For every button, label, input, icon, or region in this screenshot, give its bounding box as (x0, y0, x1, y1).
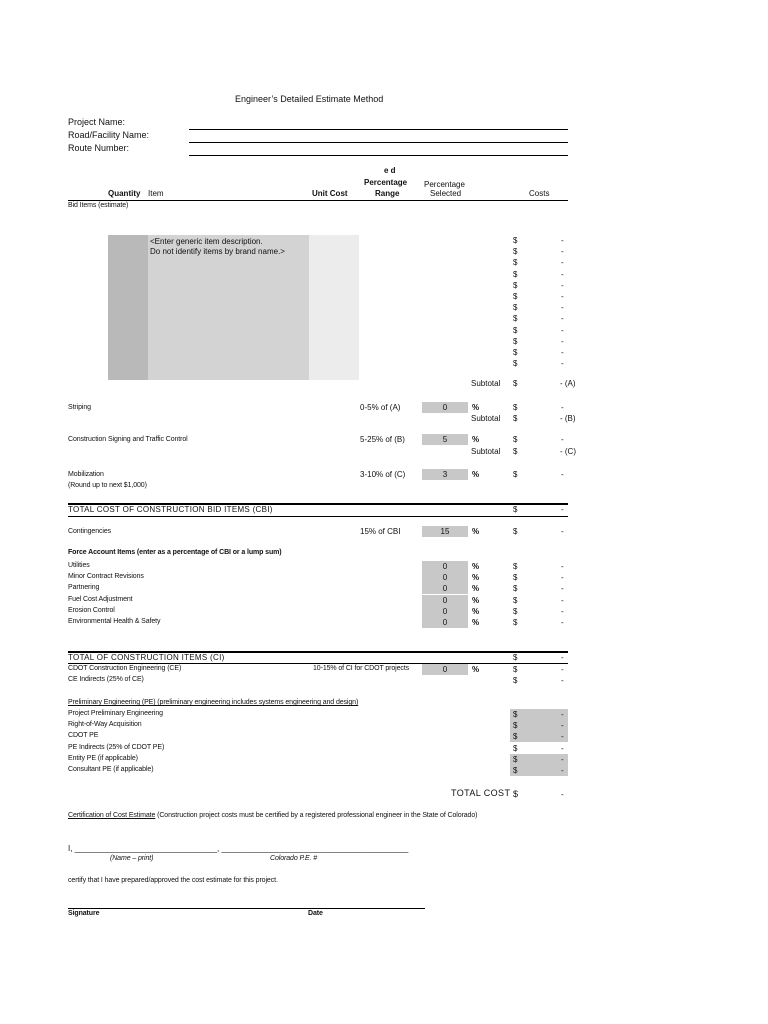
bid-row-cost: - (561, 348, 564, 357)
bid-row-dollar: $ (513, 303, 518, 313)
col-pct-line2: Selected (430, 189, 462, 198)
force-item-label: Fuel Cost Adjustment (68, 595, 133, 603)
pe-item-input[interactable] (510, 731, 568, 742)
subtotal-b-mark: - (B) (560, 414, 576, 423)
force-item-cost: - (561, 606, 564, 616)
bid-row-cost: - (561, 303, 564, 313)
subtotal-a-label: Subtotal (471, 379, 501, 388)
force-item-pct-input[interactable]: 0 (422, 583, 468, 594)
pe-item-cost: - (561, 721, 564, 731)
contingencies-dollar: $ (513, 527, 518, 536)
bid-row-dollar: $ (513, 359, 518, 369)
ce-indirects-dollar: $ (513, 676, 518, 685)
cert-text: (Construction project costs must be certified by a registered professional engineer in the State of Colorado) (157, 812, 478, 819)
force-item-pct-input[interactable]: 0 (422, 572, 468, 583)
bid-row-cost: - (561, 280, 564, 290)
force-item-pct-input[interactable]: 0 (422, 561, 468, 572)
total-ci-label: TOTAL OF CONSTRUCTION ITEMS (CI) (68, 653, 225, 662)
unit-cost-input-block[interactable] (309, 235, 359, 380)
force-item-dollar: $ (513, 584, 518, 594)
bid-row-cost: - (561, 236, 564, 245)
signing-label: Construction Signing and Traffic Control (68, 436, 188, 443)
cdot-ce-label: CDOT Construction Engineering (CE) (68, 665, 182, 672)
col-range-line3: Range (375, 189, 400, 198)
bid-row-dollar: $ (513, 247, 518, 257)
pe-item-input[interactable] (510, 754, 568, 765)
total-ci-dollar: $ (513, 653, 518, 662)
bid-row-cost: - (561, 258, 564, 268)
force-item-label: Erosion Control (68, 606, 115, 614)
pe-item-label: Entity PE (if applicable) (68, 754, 138, 762)
bid-row-dollar: $ (513, 269, 518, 279)
total-ci-cost: - (561, 653, 564, 662)
pe-item-dollar: $ (513, 754, 518, 764)
item-placeholder-line2: Do not identify items by brand name.> (150, 247, 285, 256)
signing-pct-sign: % (472, 435, 480, 444)
contingencies-pct-sign: % (472, 527, 480, 536)
total-cbi-dollar: $ (513, 505, 518, 514)
pe-item-cost: - (561, 743, 564, 753)
pe-item-cost: - (561, 732, 564, 742)
signature-label: Signature (68, 910, 100, 917)
mobilization-pct-input[interactable]: 3 (422, 469, 468, 480)
pe-item-cost: - (561, 754, 564, 764)
date-label: Date (308, 910, 323, 917)
striping-pct-input[interactable]: 0 (422, 402, 468, 413)
force-item-dollar: $ (513, 562, 518, 571)
certification-line (68, 812, 477, 819)
pe-item-label: CDOT PE (68, 732, 99, 740)
striping-cost: - (561, 403, 564, 412)
force-item-pct-sign: % (472, 584, 480, 594)
bid-row-dollar: $ (513, 258, 518, 268)
total-cost-value: - (561, 790, 564, 799)
bid-row-dollar: $ (513, 280, 518, 290)
pe-item-input[interactable] (510, 765, 568, 776)
bid-row-dollar: $ (513, 314, 518, 324)
subtotal-a-mark: - (A) (560, 379, 576, 388)
force-item-pct-input[interactable]: 0 (422, 606, 468, 617)
cdot-ce-dollar: $ (513, 665, 518, 674)
col-unit-cost: Unit Cost (312, 189, 348, 198)
pe-item-input[interactable] (510, 709, 568, 720)
bid-row-dollar: $ (513, 236, 518, 245)
striping-dollar: $ (513, 403, 518, 412)
pe-item-label: Consultant PE (if applicable) (68, 766, 154, 773)
force-item-pct-sign: % (472, 562, 480, 571)
force-item-dollar: $ (513, 606, 518, 616)
ci-bottom-rule (68, 663, 568, 664)
signature-line[interactable] (68, 908, 425, 909)
col-range-line2: Percentage (364, 178, 408, 187)
bid-row-dollar: $ (513, 348, 518, 357)
force-item-dollar: $ (513, 618, 518, 627)
bid-row-dollar: $ (513, 325, 518, 335)
pe-item-dollar: $ (513, 710, 518, 719)
pe-item-cost: - (561, 766, 564, 775)
signing-pct-input[interactable]: 5 (422, 434, 468, 445)
contingencies-label: Contingencies (68, 528, 112, 535)
bid-row-dollar: $ (513, 336, 518, 346)
mobilization-pct-sign: % (472, 470, 480, 479)
ce-indirects-cost: - (561, 676, 564, 685)
bid-row-cost: - (561, 336, 564, 346)
force-item-label: Utilities (68, 562, 90, 569)
signing-dollar: $ (513, 435, 518, 444)
force-item-cost: - (561, 562, 564, 571)
cdot-ce-pct-input[interactable]: 0 (422, 664, 468, 675)
ce-indirects-label: CE Indirects (25% of CE) (68, 676, 144, 683)
force-item-dollar: $ (513, 595, 518, 605)
mobilization-label: Mobilization (68, 471, 104, 478)
road-facility-label: Road/Facility Name: (68, 130, 150, 140)
cbi-bottom-rule (68, 516, 568, 517)
item-description-block[interactable] (148, 235, 309, 380)
force-item-pct-sign: % (472, 595, 480, 605)
total-cbi-label: TOTAL COST OF CONSTRUCTION BID ITEMS (CBI) (68, 505, 273, 514)
bid-row-cost: - (561, 292, 564, 301)
pe-item-dollar: $ (513, 732, 518, 742)
force-item-cost: - (561, 573, 564, 583)
force-item-label: Minor Contract Revisions (68, 573, 144, 581)
cert-heading: Certification of Cost Estimate (68, 812, 156, 819)
subtotal-c-dollar: $ (513, 447, 518, 456)
pe-item-cost: - (561, 710, 564, 719)
col-range-line1: e d (384, 166, 396, 175)
signing-cost: - (561, 435, 564, 444)
cert-signature-lines[interactable]: I, ________________________________, __________________________________________ (68, 844, 409, 853)
bid-row-cost: - (561, 325, 564, 335)
force-item-cost: - (561, 595, 564, 605)
total-cost-dollar: $ (513, 789, 519, 799)
pe-number-label: Colorado P.E. # (270, 855, 318, 862)
contingencies-range: 15% of CBI (360, 527, 401, 536)
mobilization-range: 3-10% of (C) (360, 470, 406, 479)
force-item-cost: - (561, 618, 564, 627)
force-item-pct-sign: % (472, 573, 480, 583)
total-cost-label: TOTAL COST (451, 788, 511, 798)
col-quantity: Quantity (108, 189, 141, 198)
name-print-label: (Name – print) (110, 855, 154, 862)
cdot-ce-range: 10-15% of CI for CDOT projects (313, 665, 410, 672)
certify-statement: certify that I have prepared/approved the cost estimate for this project. (68, 877, 278, 884)
page-title: Engineer’s Detailed Estimate Method (235, 94, 384, 104)
striping-range: 0-5% of (A) (360, 403, 401, 412)
bid-row-cost: - (561, 269, 564, 279)
force-item-label: Partnering (68, 584, 100, 592)
force-item-pct-sign: % (472, 618, 480, 627)
route-number-label: Route Number: (68, 143, 130, 153)
project-name-field[interactable] (189, 129, 568, 130)
total-cbi-cost: - (561, 505, 564, 514)
road-facility-field[interactable] (189, 142, 568, 143)
bid-items-label: Bid Items (estimate) (68, 202, 129, 209)
bid-row-dollar: $ (513, 292, 518, 301)
project-name-label: Project Name: (68, 117, 126, 127)
pe-item-dollar: $ (513, 766, 518, 775)
bid-row-cost: - (561, 314, 564, 324)
pe-item-label: Project Preliminary Engineering (68, 710, 163, 717)
force-item-cost: - (561, 584, 564, 594)
force-item-pct-sign: % (472, 606, 480, 616)
contingencies-pct-input[interactable]: 15 (422, 526, 468, 537)
route-number-field[interactable] (189, 155, 568, 156)
subtotal-a-dollar: $ (513, 379, 518, 388)
bid-row-cost: - (561, 247, 564, 257)
quantity-input-block[interactable] (108, 235, 148, 380)
mobilization-note: (Round up to next $1,000) (68, 482, 147, 489)
pe-item-input[interactable] (510, 720, 568, 731)
subtotal-c-mark: - (C) (560, 447, 576, 456)
force-item-dollar: $ (513, 573, 518, 583)
force-item-label: Environmental Health & Safety (68, 618, 161, 625)
cdot-ce-cost: - (561, 665, 564, 674)
striping-label: Striping (68, 404, 91, 411)
signing-range: 5-25% of (B) (360, 435, 405, 444)
force-item-pct-input[interactable]: 0 (422, 595, 468, 606)
mobilization-dollar: $ (513, 470, 518, 479)
cdot-ce-pct-sign: % (472, 665, 480, 674)
bid-row-cost: - (561, 359, 564, 369)
pe-item-label: PE Indirects (25% of CDOT PE) (68, 743, 165, 751)
pe-item-dollar: $ (513, 743, 518, 753)
col-item: Item (148, 189, 164, 198)
header-divider (68, 200, 568, 201)
pe-item-label: Right-of-Way Acquisition (68, 721, 142, 729)
subtotal-b-label: Subtotal (471, 414, 501, 423)
mobilization-cost: - (561, 470, 564, 479)
subtotal-c-label: Subtotal (471, 447, 501, 456)
pe-heading: Preliminary Engineering (PE) (preliminary engineering includes systems engineering and design) (68, 699, 359, 706)
col-costs: Costs (529, 189, 550, 198)
force-item-pct-input[interactable]: 0 (422, 617, 468, 628)
col-pct-line1: Percentage (424, 180, 465, 189)
item-placeholder-line1: <Enter generic item description. (150, 237, 263, 246)
contingencies-cost: - (561, 527, 564, 536)
subtotal-b-dollar: $ (513, 414, 518, 423)
pe-item-dollar: $ (513, 721, 518, 731)
force-account-heading: Force Account Items (enter as a percentage of CBI or a lump sum) (68, 549, 282, 556)
striping-pct-sign: % (472, 403, 480, 412)
